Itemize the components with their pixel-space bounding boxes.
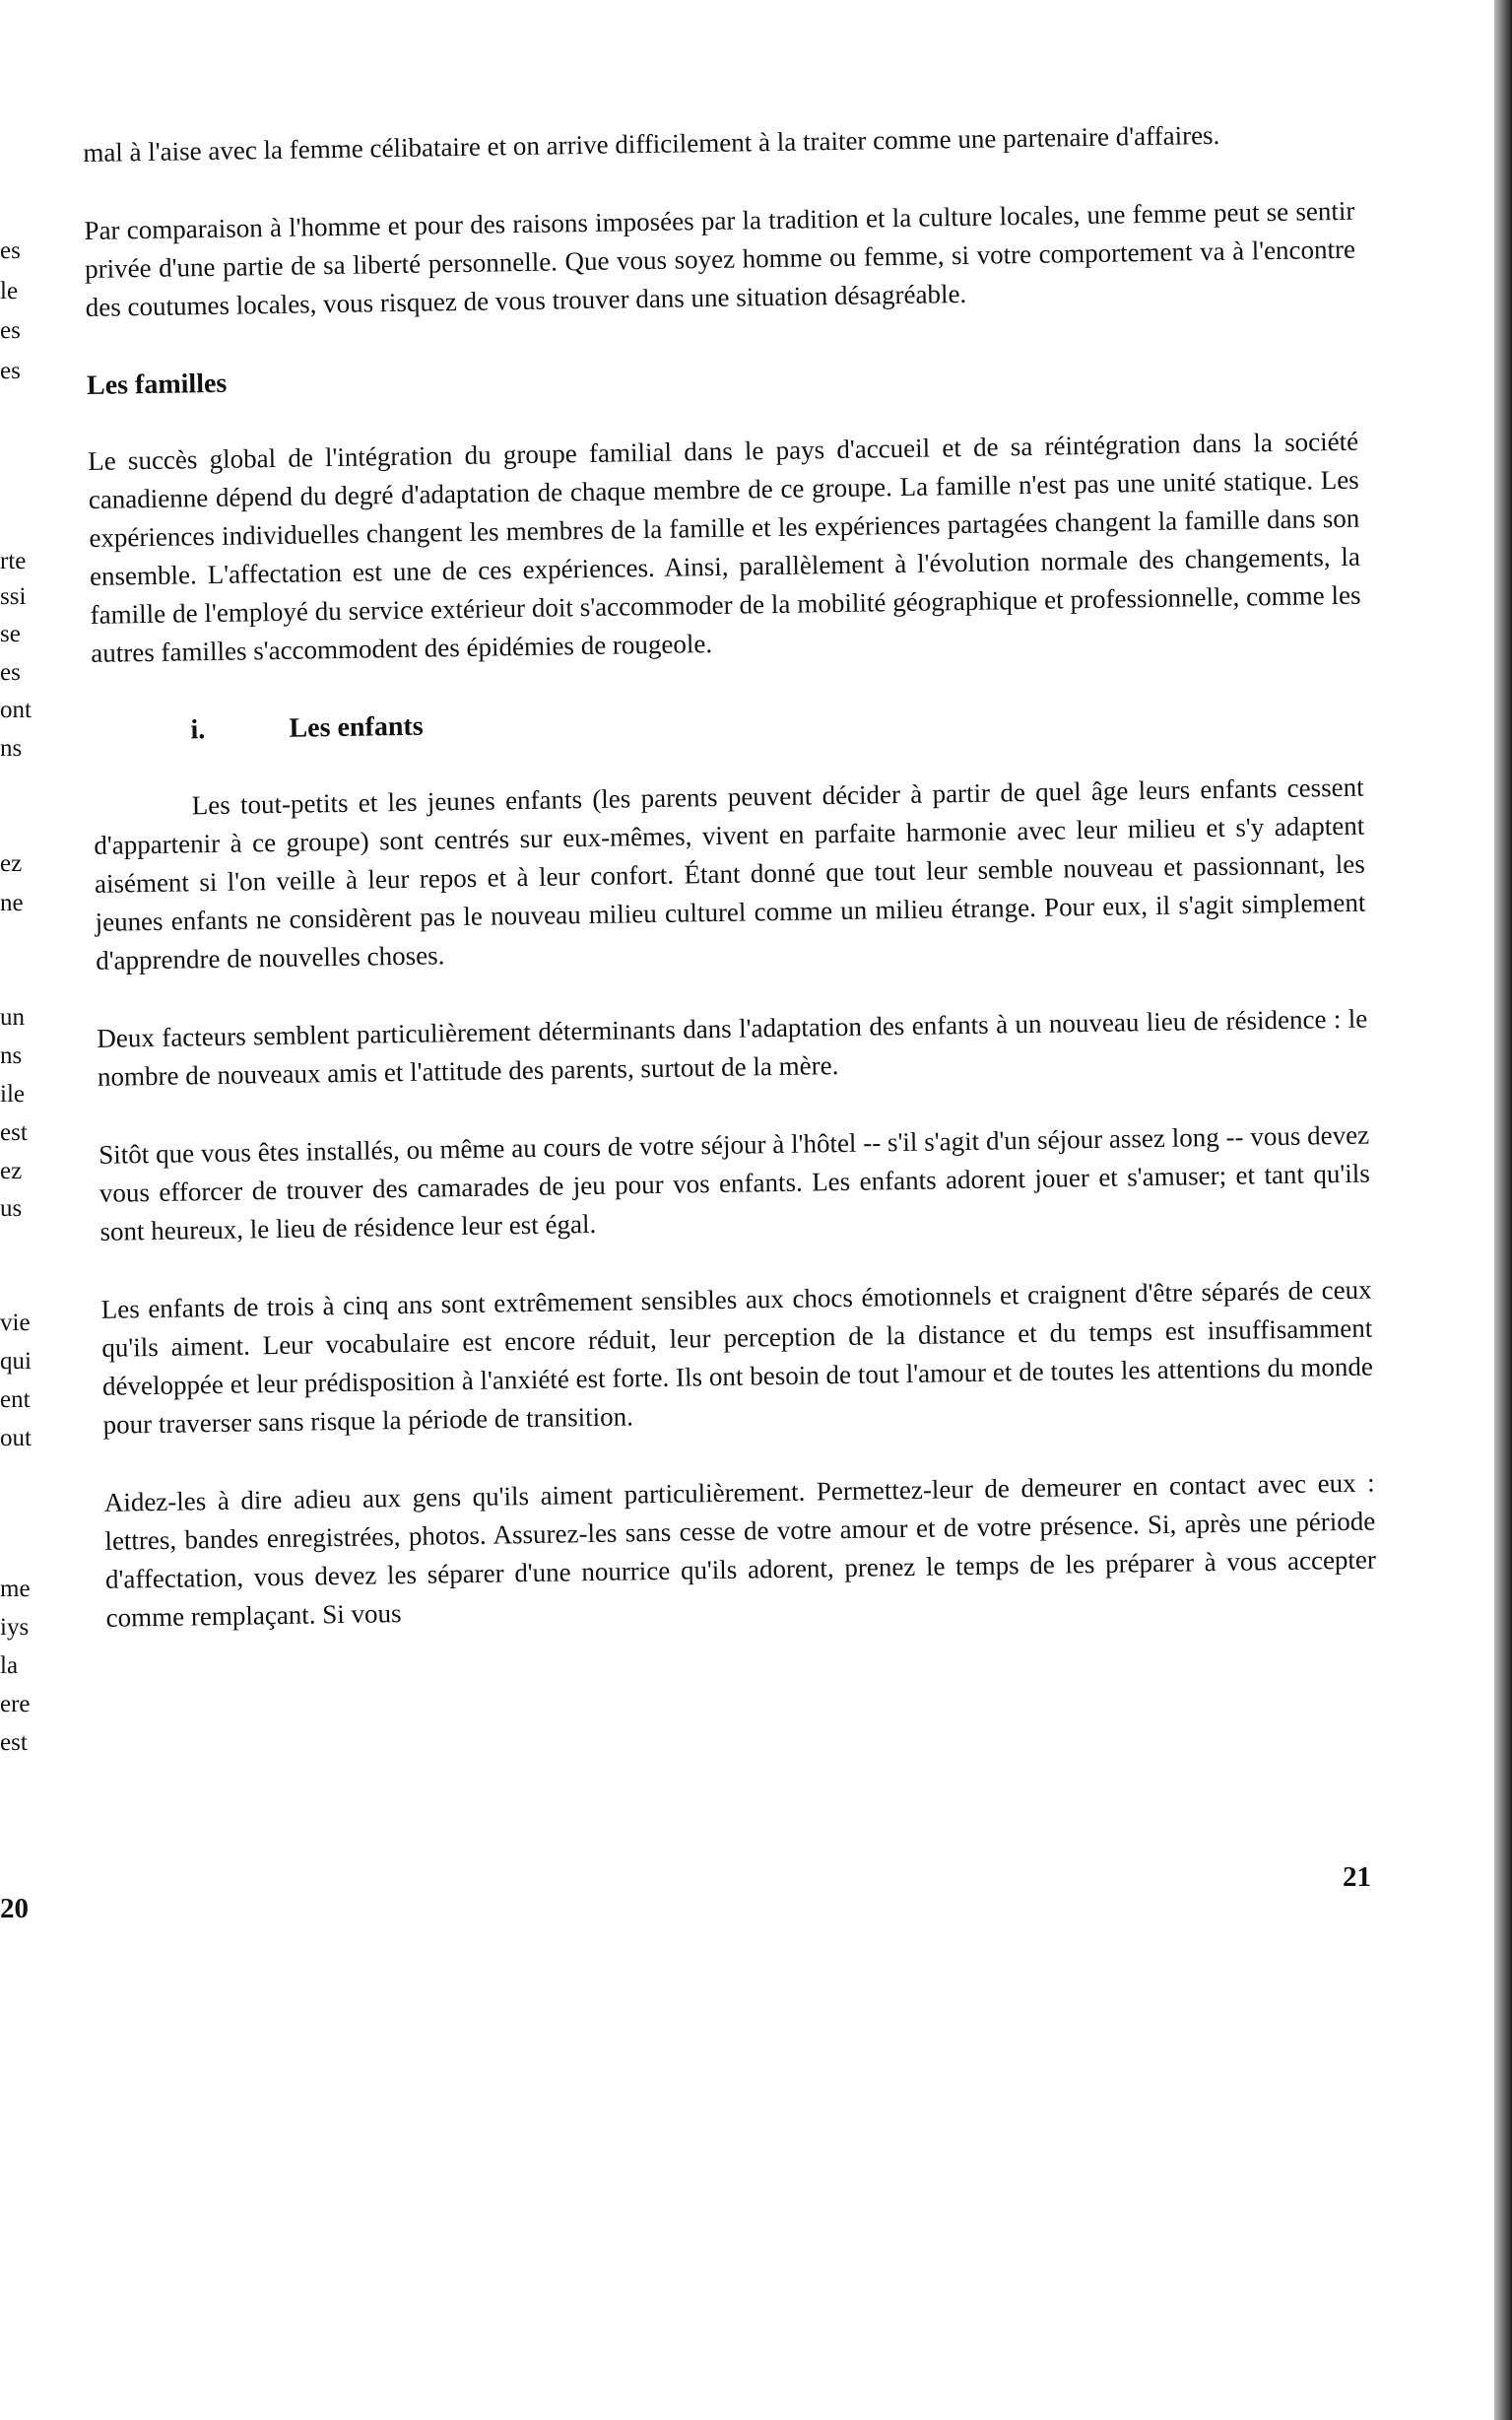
page-number-right: 21	[1343, 1861, 1371, 1893]
margin-fragment: ile	[0, 1081, 25, 1108]
page-number-left: 20	[0, 1893, 29, 1924]
paragraph-6: Sitôt que vous êtes installés, ou même au cours de votre séjour à l'hôtel -- s'il s'agit d'un séjour assez long -- vous devez vous efforcer de trouver des camarades de jeu pour vos enfants. Les enfants adorent jouer et s'amuser; et tant qu'ils sont heureux, le lieu de résidence leur est égal.	[99, 1119, 1370, 1246]
margin-fragment: un	[0, 1004, 25, 1031]
margin-fragment: out	[0, 1425, 32, 1451]
margin-fragment: es	[0, 237, 21, 264]
margin-fragment: es	[0, 659, 21, 686]
section-heading-familles: Les familles	[86, 368, 228, 401]
paragraph-3: Le succès global de l'intégration du groupe familial dans le pays d'accueil et de sa réintégration dans la société canadienne dépend du degré d'adaptation de chaque membre de ce groupe. La famille n'est pas une unité statique. Les expériences individuelles changent les membres de la famille et les expériences partagées changent la famille dans son ensemble. L'affectation est une de ces expériences. Ainsi, parallèlement à l'évolution normale des changements, la famille de l'employé du service extérieur doit s'accommoder de la mobilité géographique et professionnelle, comme les autres familles s'accommodent des épidémies de rougeole.	[87, 426, 1361, 668]
margin-fragment: iys	[0, 1614, 30, 1641]
margin-fragment: us	[0, 1195, 23, 1222]
margin-fragment: rte	[0, 548, 27, 574]
margin-fragment: est	[0, 1729, 28, 1756]
margin-fragment: me	[0, 1576, 31, 1602]
margin-fragment: la	[0, 1652, 19, 1679]
facing-page-margin	[0, 0, 39, 2420]
margin-fragment: ne	[0, 890, 24, 916]
margin-fragment: est	[0, 1119, 28, 1146]
page-edge-shadow	[1494, 0, 1512, 2420]
margin-fragment: ere	[0, 1691, 31, 1717]
margin-fragment: qui	[0, 1348, 32, 1375]
paragraph-4: Les tout-petits et les jeunes enfants (les parents peuvent décider à partir de quel âge leurs enfants cessent d'appartenir à ce groupe) sont centrés sur eux-mêmes, vivent en parfaite harmonie avec leur milieu et s'y adaptent aisément si l'on veille à leur repos et à leur confort. Étant donné que tout leur semble nouveau et passionnant, les jeunes enfants ne considèrent pas le nouveau milieu culturel comme un milieu étrange. Pour eux, il s'agit simplement d'apprendre de nouvelles choses.	[94, 772, 1366, 975]
paragraph-8: Aidez-les à dire adieu aux gens qu'ils aiment particulièrement. Permettez-leur de demeurer en contact avec eux : lettres, bandes enregistrées, photos. Assurez-les sans cesse de votre amour et de votre présence. Si, après une période d'affectation, vous devez les séparer d'une nourrice qu'ils adorent, prenez le temps de les préparer à vous accepter comme remplaçant. Si vous	[103, 1467, 1377, 1633]
margin-fragment: ssi	[0, 583, 27, 610]
margin-fragment: le	[0, 278, 19, 304]
subsection-heading-enfants	[190, 693, 1362, 750]
paragraph-5: Deux facteurs semblent particulièrement déterminants dans l'adaptation des enfants à un nouveau lieu de résidence : le nombre de nouveaux amis et l'attitude des parents, surtout de la mère.	[97, 1003, 1368, 1092]
margin-fragment: ez	[0, 1158, 23, 1184]
margin-fragment: ent	[0, 1386, 31, 1413]
subsection-number: i.	[190, 714, 206, 746]
subsection-title: Les enfants	[289, 710, 424, 744]
margin-fragment: ns	[0, 1042, 23, 1069]
margin-fragment: se	[0, 621, 21, 647]
margin-fragment: ont	[0, 697, 32, 723]
margin-fragment: ez	[0, 850, 23, 877]
paragraph-1: mal à l'aise avec la femme célibataire et on arrive difficilement à la traiter comme une partenaire d'affaires.	[83, 119, 1220, 168]
page-body	[83, 114, 1377, 1638]
margin-fragment: ns	[0, 735, 23, 762]
margin-fragment: es	[0, 317, 21, 344]
paragraph-2: Par comparaison à l'homme et pour des raisons imposées par la tradition et la culture locales, une femme peut se sentir privée d'une partie de sa liberté personnelle. Que vous soyez homme ou femme, si votre comportement va à l'encontre des coutumes locales, vous risquez de vous trouver dans une situation désagréable.	[84, 195, 1356, 322]
margin-fragment: es	[0, 358, 21, 384]
margin-fragment: vie	[0, 1310, 31, 1336]
paragraph-7: Les enfants de trois à cinq ans sont extrêmement sensibles aux chocs émotionnels et craignent d'être séparés de ceux qu'ils aiment. Leur vocabulaire est encore réduit, leur perception de la distance et du temps est insuffisamment développée et leur prédisposition à l'anxiété est forte. Ils ont besoin de tout l'amour et de toutes les attentions du monde pour traverser sans risque la période de transition.	[100, 1274, 1374, 1440]
